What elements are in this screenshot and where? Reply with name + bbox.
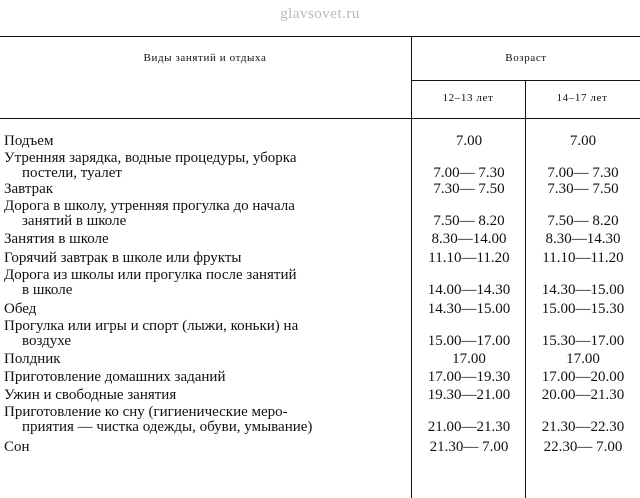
activity-line-1: Приготовление домашних заданий (4, 370, 226, 385)
time-12-13: 19.30—21.00 (427, 387, 511, 403)
activity-cell (0, 319, 412, 349)
header-age-12-13: 12–13 лет (442, 92, 494, 104)
time-12-13: 11.10—11.20 (428, 250, 510, 266)
time-12-13: 17.00—19.30 (427, 369, 511, 385)
activity-cell (0, 302, 412, 317)
activity-line-1: Занятия в школе (4, 232, 109, 247)
time-14-17: 15.30—17.00 (541, 333, 625, 349)
activity-line-1: Сон (4, 440, 30, 455)
activity-cell (0, 199, 412, 229)
time-12-13: 21.00—21.30 (427, 419, 511, 435)
time-14-17: 14.30—15.00 (541, 282, 625, 298)
table-row (0, 181, 640, 197)
activity-line-2: приятия — чистка одежды, обуви, умывание) (22, 419, 313, 435)
activity-line-2: занятий в школе (22, 213, 127, 229)
activity-cell (0, 182, 412, 197)
activity-line-1: Завтрак (4, 182, 54, 197)
header-activities: Виды занятий и отдыха (143, 52, 267, 64)
activity-cell (0, 251, 412, 266)
age-subheader-rule (412, 80, 640, 81)
activity-cell (0, 352, 412, 367)
activity-line-1: Ужин и свободные занятия (4, 388, 177, 403)
watermark: glavsovet.ru (280, 6, 360, 22)
activity-line-1: Прогулка или игры и спорт (лыжи, коньки) на (4, 319, 299, 334)
activity-cell (0, 405, 412, 435)
table-row (0, 385, 640, 403)
activity-cell (0, 268, 412, 298)
header-age-14-17: 14–17 лет (556, 92, 608, 104)
time-14-17: 7.50— 8.20 (547, 213, 619, 229)
time-12-13: 14.30—15.00 (427, 301, 511, 317)
time-14-17: 21.30—22.30 (541, 419, 625, 435)
time-14-17: 7.00— 7.30 (547, 165, 619, 181)
table-row (0, 149, 640, 181)
table-row (0, 349, 640, 367)
time-14-17: 7.30— 7.50 (547, 181, 619, 197)
activity-cell (0, 151, 412, 181)
time-12-13: 7.00— 7.30 (433, 165, 505, 181)
table-row (0, 367, 640, 385)
activity-line-1: Горячий завтрак в школе или фрукты (4, 251, 242, 266)
activity-line-1: Полдник (4, 352, 61, 367)
time-12-13: 7.00 (455, 133, 483, 149)
time-14-17: 7.00 (569, 133, 597, 149)
header-age: Возраст (505, 52, 547, 64)
activity-line-2: воздухе (22, 333, 72, 349)
time-12-13: 8.30—14.00 (431, 231, 507, 247)
time-14-17: 15.00—15.30 (541, 301, 625, 317)
top-rule (0, 36, 640, 37)
time-14-17: 11.10—11.20 (542, 250, 624, 266)
time-14-17: 8.30—14.30 (545, 231, 621, 247)
table-row (0, 298, 640, 317)
activity-cell (0, 232, 412, 247)
activity-cell (0, 388, 412, 403)
activity-cell (0, 440, 412, 455)
activity-line-1: Подъем (4, 134, 54, 149)
time-12-13: 7.50— 8.20 (433, 213, 505, 229)
table-row (0, 266, 640, 298)
activity-cell (0, 134, 412, 149)
schedule-table-body (0, 133, 640, 455)
table-row (0, 435, 640, 455)
time-14-17: 20.00—21.30 (541, 387, 625, 403)
activity-line-1: Утренняя зарядка, водные процедуры, уборка (4, 151, 297, 166)
activity-line-1: Дорога в школу, утренняя прогулка до начала (4, 199, 295, 214)
activity-line-1: Дорога из школы или прогулка после занятий (4, 268, 297, 283)
activity-cell (0, 370, 412, 385)
time-12-13: 15.00—17.00 (427, 333, 511, 349)
time-12-13: 7.30— 7.50 (433, 181, 505, 197)
table-row (0, 403, 640, 435)
time-14-17: 17.00—20.00 (541, 369, 625, 385)
time-12-13: 17.00 (452, 351, 486, 367)
table-row (0, 247, 640, 266)
time-12-13: 21.30— 7.00 (429, 439, 509, 455)
activity-line-1: Обед (4, 302, 37, 317)
activity-line-2: в школе (22, 282, 73, 298)
time-14-17: 22.30— 7.00 (543, 439, 623, 455)
time-14-17: 17.00 (566, 351, 600, 367)
header-bottom-rule (0, 118, 640, 119)
activity-line-2: постели, туалет (22, 165, 122, 181)
table-row (0, 197, 640, 229)
table-row (0, 317, 640, 349)
time-12-13: 14.00—14.30 (427, 282, 511, 298)
table-row (0, 229, 640, 247)
activity-line-1: Приготовление ко сну (гигиенические меро- (4, 405, 288, 420)
table-row (0, 133, 640, 149)
